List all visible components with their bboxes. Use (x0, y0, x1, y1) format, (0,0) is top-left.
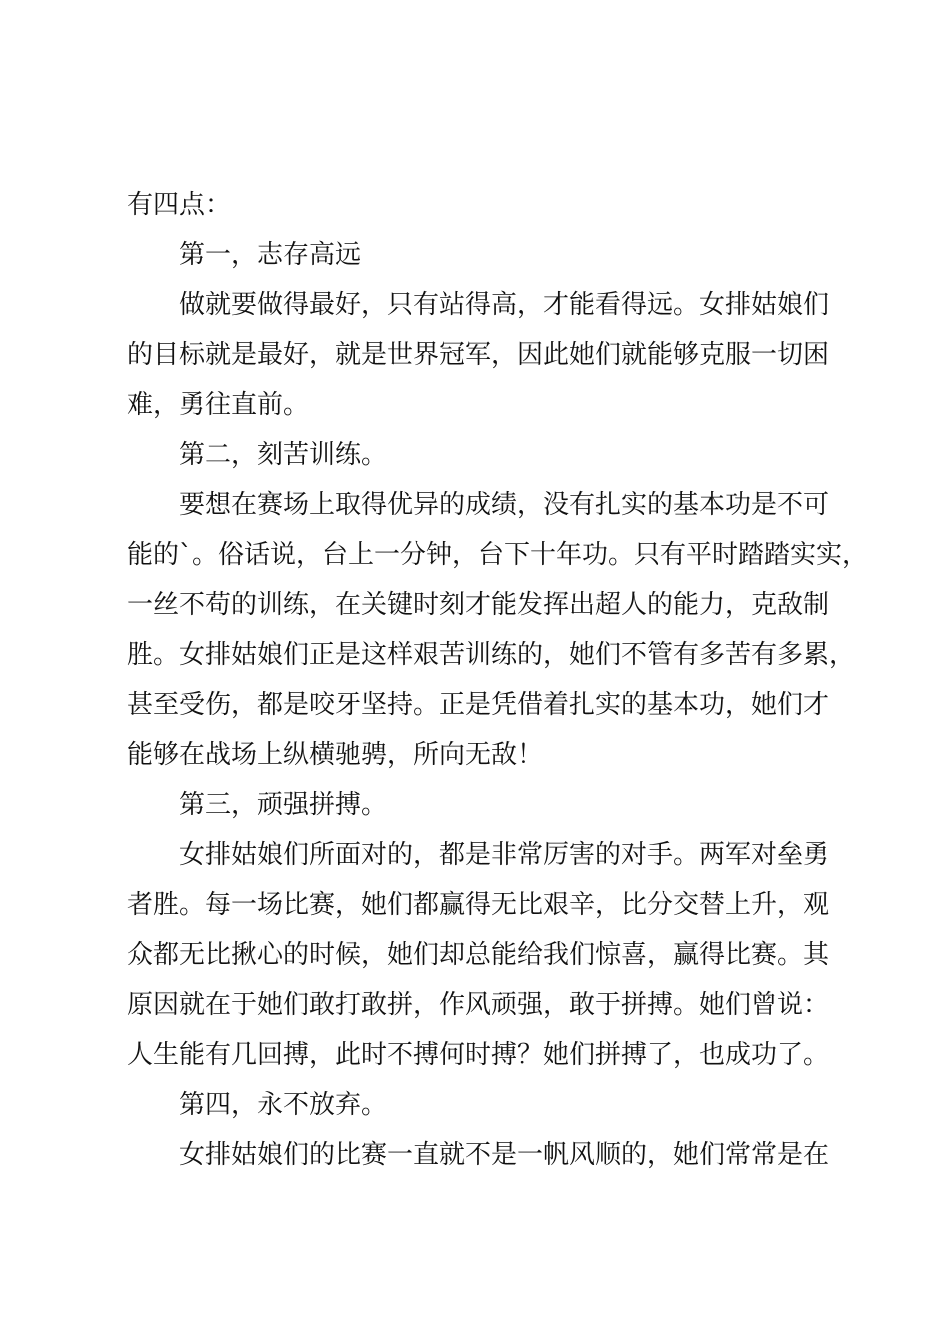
text-line: 能够在战场上纵横驰骋，所向无敌！ (127, 740, 544, 770)
text-line: 要想在赛场上取得优异的成绩，没有扎实的基本功是不可 (179, 490, 830, 520)
text-line: 众都无比揪心的时候，她们却总能给我们惊喜，赢得比赛。其 (127, 940, 830, 970)
section-heading: 第二，刻苦训练。 (179, 440, 388, 470)
text-line: 有四点： (127, 190, 232, 220)
text-line: 能的`。俗话说，台上一分钟，台下十年功。只有平时踏踏实实， (127, 540, 869, 570)
text-line: 女排姑娘们的比赛一直就不是一帆风顺的，她们常常是在 (179, 1140, 830, 1170)
text-line: 甚至受伤，都是咬牙坚持。正是凭借着扎实的基本功，她们才 (127, 690, 830, 720)
document-body (127, 180, 869, 1180)
section-heading: 第三，顽强拼搏。 (179, 790, 388, 820)
text-line: 难，勇往直前。 (127, 390, 310, 420)
text-line: 女排姑娘们所面对的，都是非常厉害的对手。两军对垒勇 (179, 840, 830, 870)
text-line: 胜。女排姑娘们正是这样艰苦训练的，她们不管有多苦有多累， (127, 640, 856, 670)
text-line: 做就要做得最好，只有站得高，才能看得远。女排姑娘们 (179, 290, 830, 320)
text-line: 者胜。每一场比赛，她们都赢得无比艰辛，比分交替上升，观 (127, 890, 830, 920)
text-line: 的目标就是最好，就是世界冠军，因此她们就能够克服一切困 (127, 340, 830, 370)
text-line: 一丝不苟的训练，在关键时刻才能发挥出超人的能力，克敌制 (127, 590, 830, 620)
text-line: 原因就在于她们敢打敢拼，作风顽强，敢于拼搏。她们曾说： (127, 990, 830, 1020)
section-heading: 第一，志存高远 (179, 240, 362, 270)
text-line: 人生能有几回搏，此时不搏何时搏？她们拼搏了，也成功了。 (127, 1040, 830, 1070)
section-heading: 第四，永不放弃。 (179, 1090, 388, 1120)
